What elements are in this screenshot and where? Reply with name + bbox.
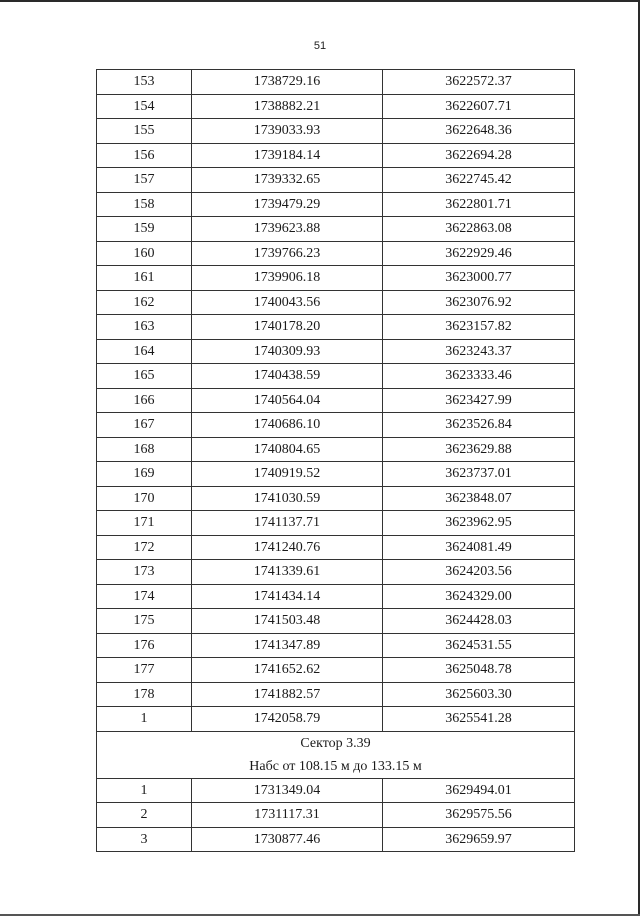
point-number-cell: 1 bbox=[97, 707, 192, 732]
point-number-cell: 174 bbox=[97, 584, 192, 609]
x-coordinate-cell: 1738882.21 bbox=[192, 94, 383, 119]
point-number-cell: 167 bbox=[97, 413, 192, 438]
table-row bbox=[97, 119, 575, 144]
table-row bbox=[97, 803, 575, 828]
y-coordinate-cell: 3623737.01 bbox=[383, 462, 575, 487]
point-number-cell: 164 bbox=[97, 339, 192, 364]
x-coordinate-cell: 1740043.56 bbox=[192, 290, 383, 315]
table-row bbox=[97, 560, 575, 585]
point-number-cell: 170 bbox=[97, 486, 192, 511]
point-number-cell: 155 bbox=[97, 119, 192, 144]
x-coordinate-cell: 1741652.62 bbox=[192, 658, 383, 683]
table-row bbox=[97, 682, 575, 707]
table-row bbox=[97, 633, 575, 658]
x-coordinate-cell: 1730877.46 bbox=[192, 827, 383, 852]
y-coordinate-cell: 3622694.28 bbox=[383, 143, 575, 168]
y-coordinate-cell: 3623333.46 bbox=[383, 364, 575, 389]
point-number-cell: 175 bbox=[97, 609, 192, 634]
y-coordinate-cell: 3623243.37 bbox=[383, 339, 575, 364]
table-row bbox=[97, 168, 575, 193]
table-row bbox=[97, 413, 575, 438]
x-coordinate-cell: 1741347.89 bbox=[192, 633, 383, 658]
table-row bbox=[97, 70, 575, 95]
point-number-cell: 162 bbox=[97, 290, 192, 315]
page-number: 51 bbox=[313, 40, 327, 52]
x-coordinate-cell: 1738729.16 bbox=[192, 70, 383, 95]
y-coordinate-cell: 3624203.56 bbox=[383, 560, 575, 585]
point-number-cell: 156 bbox=[97, 143, 192, 168]
point-number-cell: 1 bbox=[97, 778, 192, 803]
x-coordinate-cell: 1742058.79 bbox=[192, 707, 383, 732]
coordinates-table bbox=[96, 69, 575, 852]
table-row bbox=[97, 315, 575, 340]
point-number-cell: 159 bbox=[97, 217, 192, 242]
x-coordinate-cell: 1741137.71 bbox=[192, 511, 383, 536]
y-coordinate-cell: 3622929.46 bbox=[383, 241, 575, 266]
point-number-cell: 178 bbox=[97, 682, 192, 707]
table-body-lower bbox=[97, 778, 575, 852]
y-coordinate-cell: 3623526.84 bbox=[383, 413, 575, 438]
point-number-cell: 163 bbox=[97, 315, 192, 340]
y-coordinate-cell: 3622801.71 bbox=[383, 192, 575, 217]
x-coordinate-cell: 1741434.14 bbox=[192, 584, 383, 609]
point-number-cell: 160 bbox=[97, 241, 192, 266]
x-coordinate-cell: 1731349.04 bbox=[192, 778, 383, 803]
x-coordinate-cell: 1739184.14 bbox=[192, 143, 383, 168]
point-number-cell: 3 bbox=[97, 827, 192, 852]
y-coordinate-cell: 3625603.30 bbox=[383, 682, 575, 707]
y-coordinate-cell: 3625541.28 bbox=[383, 707, 575, 732]
table-row bbox=[97, 192, 575, 217]
table-row bbox=[97, 707, 575, 732]
table-row bbox=[97, 388, 575, 413]
x-coordinate-cell: 1739906.18 bbox=[192, 266, 383, 291]
point-number-cell: 177 bbox=[97, 658, 192, 683]
x-coordinate-cell: 1739033.93 bbox=[192, 119, 383, 144]
table-row bbox=[97, 462, 575, 487]
scan-edge-top bbox=[0, 0, 640, 2]
x-coordinate-cell: 1740804.65 bbox=[192, 437, 383, 462]
y-coordinate-cell: 3623629.88 bbox=[383, 437, 575, 462]
y-coordinate-cell: 3624428.03 bbox=[383, 609, 575, 634]
point-number-cell: 168 bbox=[97, 437, 192, 462]
y-coordinate-cell: 3622863.08 bbox=[383, 217, 575, 242]
sector-header-row bbox=[97, 731, 575, 778]
table-row bbox=[97, 364, 575, 389]
table-row bbox=[97, 584, 575, 609]
point-number-cell: 153 bbox=[97, 70, 192, 95]
table-row bbox=[97, 609, 575, 634]
x-coordinate-cell: 1741339.61 bbox=[192, 560, 383, 585]
y-coordinate-cell: 3623848.07 bbox=[383, 486, 575, 511]
y-coordinate-cell: 3625048.78 bbox=[383, 658, 575, 683]
x-coordinate-cell: 1740309.93 bbox=[192, 339, 383, 364]
x-coordinate-cell: 1741030.59 bbox=[192, 486, 383, 511]
point-number-cell: 154 bbox=[97, 94, 192, 119]
y-coordinate-cell: 3622572.37 bbox=[383, 70, 575, 95]
table-row bbox=[97, 217, 575, 242]
x-coordinate-cell: 1740178.20 bbox=[192, 315, 383, 340]
table-row bbox=[97, 437, 575, 462]
x-coordinate-cell: 1741240.76 bbox=[192, 535, 383, 560]
point-number-cell: 165 bbox=[97, 364, 192, 389]
y-coordinate-cell: 3629575.56 bbox=[383, 803, 575, 828]
table-row bbox=[97, 486, 575, 511]
table-row bbox=[97, 511, 575, 536]
x-coordinate-cell: 1739766.23 bbox=[192, 241, 383, 266]
sector-title: Сектор 3.39 bbox=[300, 735, 371, 751]
table-row bbox=[97, 339, 575, 364]
sector-subtitle: Набс от 108.15 м до 133.15 м bbox=[249, 758, 422, 774]
x-coordinate-cell: 1739479.29 bbox=[192, 192, 383, 217]
x-coordinate-cell: 1731117.31 bbox=[192, 803, 383, 828]
point-number-cell: 161 bbox=[97, 266, 192, 291]
sector-header-cell bbox=[97, 731, 575, 778]
y-coordinate-cell: 3624081.49 bbox=[383, 535, 575, 560]
table-row bbox=[97, 778, 575, 803]
table-row bbox=[97, 266, 575, 291]
point-number-cell: 157 bbox=[97, 168, 192, 193]
y-coordinate-cell: 3622607.71 bbox=[383, 94, 575, 119]
table-body-upper bbox=[97, 70, 575, 732]
x-coordinate-cell: 1739623.88 bbox=[192, 217, 383, 242]
y-coordinate-cell: 3623427.99 bbox=[383, 388, 575, 413]
sector-header-body bbox=[97, 731, 575, 778]
point-number-cell: 172 bbox=[97, 535, 192, 560]
x-coordinate-cell: 1740438.59 bbox=[192, 364, 383, 389]
y-coordinate-cell: 3623962.95 bbox=[383, 511, 575, 536]
table-row bbox=[97, 827, 575, 852]
y-coordinate-cell: 3622648.36 bbox=[383, 119, 575, 144]
y-coordinate-cell: 3622745.42 bbox=[383, 168, 575, 193]
table-row bbox=[97, 535, 575, 560]
y-coordinate-cell: 3623000.77 bbox=[383, 266, 575, 291]
x-coordinate-cell: 1739332.65 bbox=[192, 168, 383, 193]
table-row bbox=[97, 658, 575, 683]
y-coordinate-cell: 3629659.97 bbox=[383, 827, 575, 852]
point-number-cell: 176 bbox=[97, 633, 192, 658]
point-number-cell: 169 bbox=[97, 462, 192, 487]
point-number-cell: 158 bbox=[97, 192, 192, 217]
y-coordinate-cell: 3623157.82 bbox=[383, 315, 575, 340]
x-coordinate-cell: 1740564.04 bbox=[192, 388, 383, 413]
y-coordinate-cell: 3623076.92 bbox=[383, 290, 575, 315]
x-coordinate-cell: 1740686.10 bbox=[192, 413, 383, 438]
y-coordinate-cell: 3629494.01 bbox=[383, 778, 575, 803]
x-coordinate-cell: 1741882.57 bbox=[192, 682, 383, 707]
x-coordinate-cell: 1740919.52 bbox=[192, 462, 383, 487]
table-row bbox=[97, 94, 575, 119]
y-coordinate-cell: 3624329.00 bbox=[383, 584, 575, 609]
point-number-cell: 171 bbox=[97, 511, 192, 536]
table-row bbox=[97, 290, 575, 315]
table-row bbox=[97, 241, 575, 266]
x-coordinate-cell: 1741503.48 bbox=[192, 609, 383, 634]
y-coordinate-cell: 3624531.55 bbox=[383, 633, 575, 658]
point-number-cell: 2 bbox=[97, 803, 192, 828]
table-row bbox=[97, 143, 575, 168]
point-number-cell: 173 bbox=[97, 560, 192, 585]
point-number-cell: 166 bbox=[97, 388, 192, 413]
